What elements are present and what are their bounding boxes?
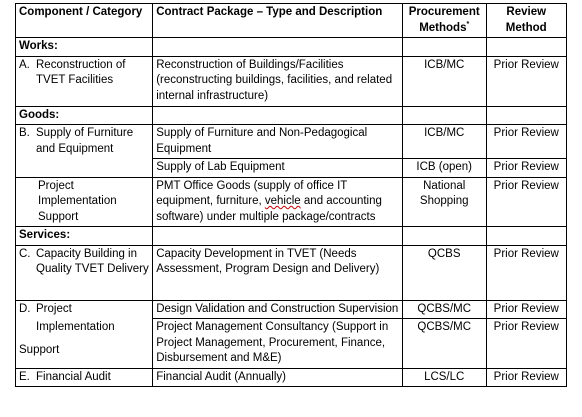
empty-cell: [153, 38, 403, 57]
empty-cell: [402, 227, 486, 246]
header-contract: Contract Package – Type and Description: [153, 4, 403, 38]
empty-cell: [402, 106, 486, 125]
spellcheck-marked-word: vehicle: [264, 195, 301, 207]
component-text: Reconstruction of TVET Facilities: [36, 58, 126, 86]
row-letter: E.: [19, 370, 30, 383]
component-text-line3: Support: [19, 343, 60, 356]
row-letter: D.: [19, 302, 31, 315]
method-cell: QCBS: [402, 245, 486, 300]
package-cell: Supply of Lab Equipment: [153, 159, 403, 178]
component-cell-e: [16, 368, 153, 387]
section-row-services: [16, 227, 567, 246]
header-row: [16, 4, 567, 38]
table-row-piu: [16, 177, 567, 227]
component-text: Financial Audit: [36, 370, 111, 383]
method-cell: ICB/MC: [402, 125, 486, 159]
method-cell: LCS/LC: [402, 368, 486, 387]
review-cell: Prior Review: [486, 159, 567, 178]
review-cell: Prior Review: [486, 319, 567, 369]
empty-cell: [486, 227, 567, 246]
table-row-b1: [16, 125, 567, 159]
package-cell: Project Management Consultancy (Support in Project Management, Procurement, Finance, Disbursement and M&E): [153, 319, 403, 369]
review-cell: Prior Review: [486, 245, 567, 300]
method-cell: ICB/MC: [402, 56, 486, 106]
table-row-c: [16, 245, 567, 300]
method-cell: QCBS/MC: [402, 300, 486, 319]
header-component: Component / Category: [16, 4, 153, 38]
header-review: Review Method: [486, 4, 567, 38]
review-cell: Prior Review: [486, 125, 567, 159]
component-text: Capacity Building in Quality TVET Delivery: [36, 247, 149, 275]
empty-cell: [402, 38, 486, 57]
method-cell: National Shopping: [402, 177, 486, 227]
component-text-line1: Project: [36, 302, 72, 315]
footnote-marker: *: [466, 20, 470, 28]
component-cell-b: [16, 125, 153, 178]
package-cell: Financial Audit (Annually): [153, 368, 403, 387]
review-cell: Prior Review: [486, 300, 567, 319]
component-text-line2: Implementation: [36, 321, 115, 333]
review-cell: Prior Review: [486, 56, 567, 106]
package-text-post: and accounting software) under multiple package/contracts: [156, 195, 382, 223]
component-text: Supply of Furniture and Equipment: [36, 127, 134, 155]
table-row-a: [16, 56, 567, 106]
method-cell: QCBS/MC: [402, 319, 486, 369]
section-services: Services:: [16, 227, 153, 246]
empty-cell: [486, 106, 567, 125]
component-cell-d: [16, 300, 153, 368]
method-cell: ICB (open): [402, 159, 486, 178]
component-cell-c: [16, 245, 153, 300]
package-cell: [153, 177, 403, 227]
empty-cell: [153, 106, 403, 125]
row-letter: C.: [19, 247, 31, 260]
section-goods: Goods:: [16, 106, 153, 125]
section-row-works: [16, 38, 567, 57]
empty-cell: [153, 227, 403, 246]
procurement-table: [15, 3, 567, 387]
package-text-pre: PMT Office Goods (supply of office IT equipment, furniture,: [156, 179, 348, 207]
review-cell: Prior Review: [486, 177, 567, 227]
row-letter: A.: [19, 58, 30, 71]
row-letter: B.: [19, 127, 30, 139]
table-row-d1: [16, 300, 567, 319]
package-cell: Capacity Development in TVET (Needs Assessment, Program Design and Delivery): [153, 245, 403, 300]
package-cell: Design Validation and Construction Supervision: [153, 300, 403, 319]
package-cell: Reconstruction of Buildings/Facilities (reconstructing buildings, facilities, and related internal infrastructure): [153, 56, 403, 106]
header-procurement: [402, 4, 486, 38]
header-procurement-text: Procurement Methods: [408, 6, 480, 34]
component-cell-piu: Project Implementation Support: [16, 177, 153, 227]
table-row-e: [16, 368, 567, 387]
empty-cell: [486, 38, 567, 57]
section-works: Works:: [16, 38, 153, 57]
review-cell: Prior Review: [486, 368, 567, 387]
section-row-goods: [16, 106, 567, 125]
component-cell-a: [16, 56, 153, 106]
package-cell: Supply of Furniture and Non-Pedagogical Equipment: [153, 125, 403, 159]
